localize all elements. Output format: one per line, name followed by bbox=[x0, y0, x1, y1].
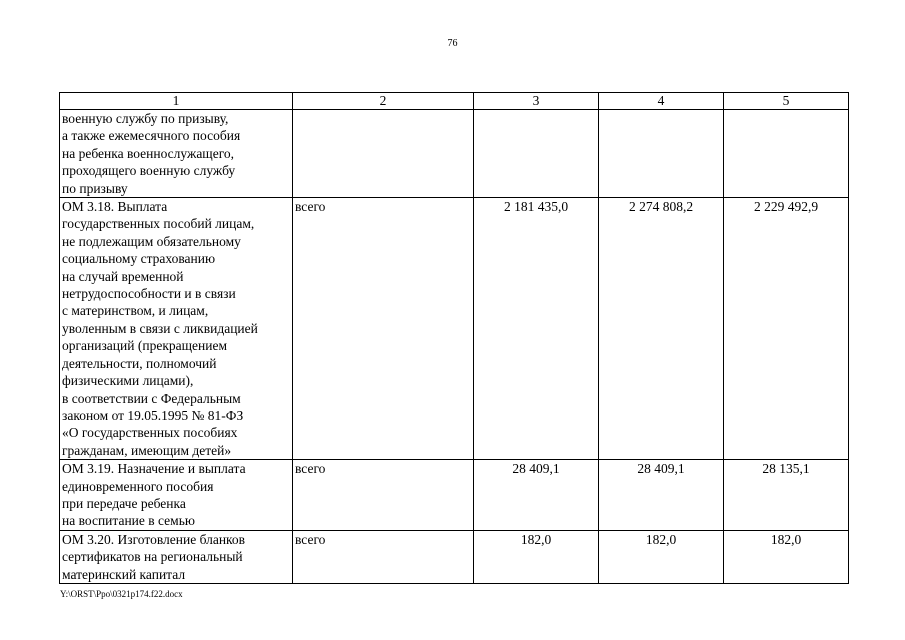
row-value-col3: 28 409,1 bbox=[474, 460, 599, 531]
row-type bbox=[293, 110, 474, 198]
description-line: не подлежащим обязательному bbox=[62, 233, 241, 249]
column-header-1: 1 bbox=[60, 93, 293, 110]
file-path-footer: Y:\ORST\Ppo\0321p174.f22.docx bbox=[60, 589, 183, 599]
description-line: ОМ 3.20. Изготовление бланков bbox=[62, 531, 246, 547]
row-value-col5: 182,0 bbox=[724, 530, 849, 583]
description-line: на ребенка военнослужащего, bbox=[62, 145, 235, 161]
description-line: ОМ 3.18. Выплата bbox=[62, 199, 168, 215]
description-line: в соответствии с Федеральным bbox=[62, 390, 241, 406]
description-line: на случай временной bbox=[62, 268, 184, 284]
description-line: с материнством, и лицам, bbox=[62, 303, 209, 319]
row-value-col4: 28 409,1 bbox=[599, 460, 724, 531]
description-line: деятельности, полномочий bbox=[62, 355, 217, 371]
row-value-col4: 2 274 808,2 bbox=[599, 198, 724, 460]
column-header-2: 2 bbox=[293, 93, 474, 110]
description-line: проходящего военную службу bbox=[62, 163, 236, 179]
budget-table bbox=[59, 92, 849, 584]
table-row bbox=[60, 198, 849, 460]
row-value-col4 bbox=[599, 110, 724, 198]
row-value-col5: 28 135,1 bbox=[724, 460, 849, 531]
description-line: по призыву bbox=[62, 180, 128, 196]
description-line: законом от 19.05.1995 № 81-ФЗ bbox=[62, 407, 244, 423]
row-type: всего bbox=[293, 198, 474, 460]
description-line: гражданам, имеющим детей» bbox=[62, 442, 232, 458]
description-line: военную службу по призыву, bbox=[62, 111, 229, 126]
table-row bbox=[60, 460, 849, 531]
page-number: 76 bbox=[447, 38, 458, 49]
description-line: государственных пособий лицам, bbox=[62, 216, 255, 232]
row-value-col3 bbox=[474, 110, 599, 198]
row-value-col5: 2 229 492,9 bbox=[724, 198, 849, 460]
description-line: сертификатов на региональный bbox=[62, 549, 243, 565]
row-type: всего bbox=[293, 460, 474, 531]
description-line: а также ежемесячного пособия bbox=[62, 128, 241, 144]
column-header-5: 5 bbox=[724, 93, 849, 110]
description-line: социальному страхованию bbox=[62, 251, 216, 267]
description-line: физическими лицами), bbox=[62, 373, 194, 389]
description-line: на воспитание в семью bbox=[62, 513, 195, 529]
table-header-row bbox=[60, 93, 849, 110]
description-line: «О государственных пособиях bbox=[62, 425, 238, 441]
row-description bbox=[60, 460, 293, 531]
row-description bbox=[60, 110, 293, 198]
description-line: единовременного пособия bbox=[62, 478, 214, 494]
description-line: ОМ 3.19. Назначение и выплата bbox=[62, 461, 246, 477]
row-value-col4: 182,0 bbox=[599, 530, 724, 583]
row-value-col5 bbox=[724, 110, 849, 198]
description-line: при передаче ребенка bbox=[62, 495, 186, 511]
row-type: всего bbox=[293, 530, 474, 583]
row-description bbox=[60, 198, 293, 460]
row-value-col3: 2 181 435,0 bbox=[474, 198, 599, 460]
column-header-3: 3 bbox=[474, 93, 599, 110]
description-line: уволенным в связи с ликвидацией bbox=[62, 320, 258, 336]
column-header-4: 4 bbox=[599, 93, 724, 110]
table-row bbox=[60, 530, 849, 583]
row-description bbox=[60, 530, 293, 583]
description-line: нетрудоспособности и в связи bbox=[62, 286, 236, 302]
description-line: организаций (прекращением bbox=[62, 338, 227, 354]
description-line: материнский капитал bbox=[62, 566, 186, 582]
row-value-col3: 182,0 bbox=[474, 530, 599, 583]
table-row bbox=[60, 110, 849, 198]
